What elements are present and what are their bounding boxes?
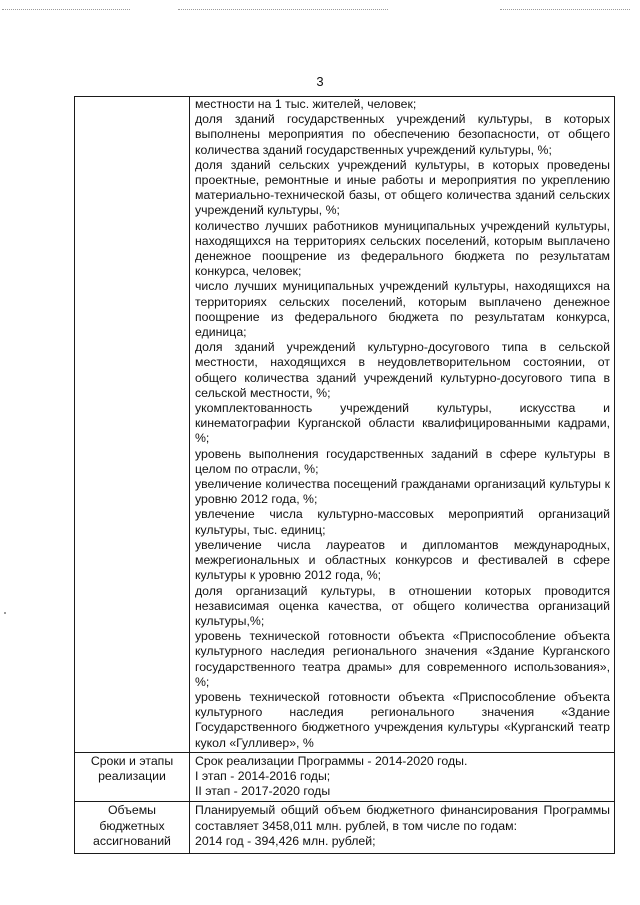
indicator-paragraph: местности на 1 тыс. жителей, человек;	[195, 97, 417, 111]
page-number: 3	[316, 74, 324, 89]
indicator-paragraph: увеличение числа лауреатов и дипломантов международных, межрегиональных и областных конкурсов и фестивалей в сфере культуры к уровню 2012 года, %;	[195, 537, 610, 583]
indicator-paragraph: количество лучших работников муниципальных учреждений культуры, находящихся на территориях сельских поселений, которым выплачено денежное поощрение из федерального бюджета по результатам конкурса, человек;	[195, 218, 610, 279]
indicator-paragraph: увеличение количества посещений гражданами организаций культуры к уровню 2012 года, %;	[195, 477, 610, 507]
table-row-periods	[75, 752, 615, 802]
period-line: II этап - 2017-2020 годы	[195, 784, 331, 799]
table-row-budget	[75, 802, 615, 854]
indicator-paragraph: доля зданий сельских учреждений культуры, в которых проведены проектные, ремонтные и иные работы и мероприятия по укреплению материально-технической базы, от общего количества зданий сельских учреждений культуры, %;	[195, 157, 610, 218]
row-content-budget	[190, 802, 615, 854]
scan-artifact-top-mid	[178, 9, 388, 10]
row-content-indicators	[190, 97, 615, 753]
indicator-paragraph: доля зданий учреждений культурно-досугового типа в сельской местности, находящихся в неудовлетворительном состоянии, от общего количества зданий учреждений культурно-досугового типа в сельской местности, %;	[195, 340, 610, 400]
table-row-indicators	[75, 97, 615, 753]
indicator-paragraph: уровень выполнения государственных заданий в сфере культуры в целом по отрасли, %;	[195, 446, 610, 476]
row-label-budget: Объемы бюджетных ассигнований	[75, 802, 190, 854]
passport-table	[74, 96, 615, 854]
period-line: Срок реализации Программы - 2014-2020 годы.	[195, 753, 468, 768]
row-label-periods: Сроки и этапы реализации	[75, 752, 190, 802]
scan-artifact-top-left	[2, 9, 130, 10]
row-label-indicators	[75, 97, 190, 753]
period-line: I этап - 2014-2016 годы;	[195, 768, 331, 783]
indicator-paragraph: число лучших муниципальных учреждений культуры, находящихся на территориях сельских поселений, которым выплачено денежное поощрение из федерального бюджета по результатам конкурса, единица;	[195, 279, 610, 340]
indicator-paragraph: уровень технической готовности объекта «Приспособление объекта культурного наследия регионального значения «Здание Курганского государственного театра драмы» для современного использования», %;	[195, 629, 610, 689]
budget-line: Планируемый общий объем бюджетного финансирования Программы составляет 3458,011 млн. рублей, в том числе по годам:	[195, 803, 610, 833]
indicator-paragraph: увлечение числа культурно-массовых мероприятий организаций культуры, тыс. единиц;	[195, 507, 610, 537]
row-content-periods	[190, 752, 615, 802]
scan-artifact-margin	[4, 612, 6, 614]
indicator-paragraph: укомплектованность учреждений культуры, искусства и кинематографии Курганской области квалифицированными кадрами, %;	[195, 401, 610, 446]
indicator-paragraph: доля организаций культуры, в отношении которых проводится независимая оценка качества, от общего количества организаций культуры,%;	[195, 583, 610, 628]
indicator-paragraph: уровень технической готовности объекта «Приспособление объекта культурного наследия регионального значения «Здание Государственного бюджетного учреждения культуры «Курганский театр кукол «Гулливер», %	[195, 689, 610, 750]
scan-artifact-top-right	[500, 9, 630, 10]
budget-line: 2014 год - 394,426 млн. рублей;	[195, 833, 376, 848]
indicator-paragraph: доля зданий государственных учреждений культуры, в которых выполнены мероприятия по обеспечению безопасности, от общего количества зданий государственных учреждений культуры, %;	[195, 112, 610, 157]
